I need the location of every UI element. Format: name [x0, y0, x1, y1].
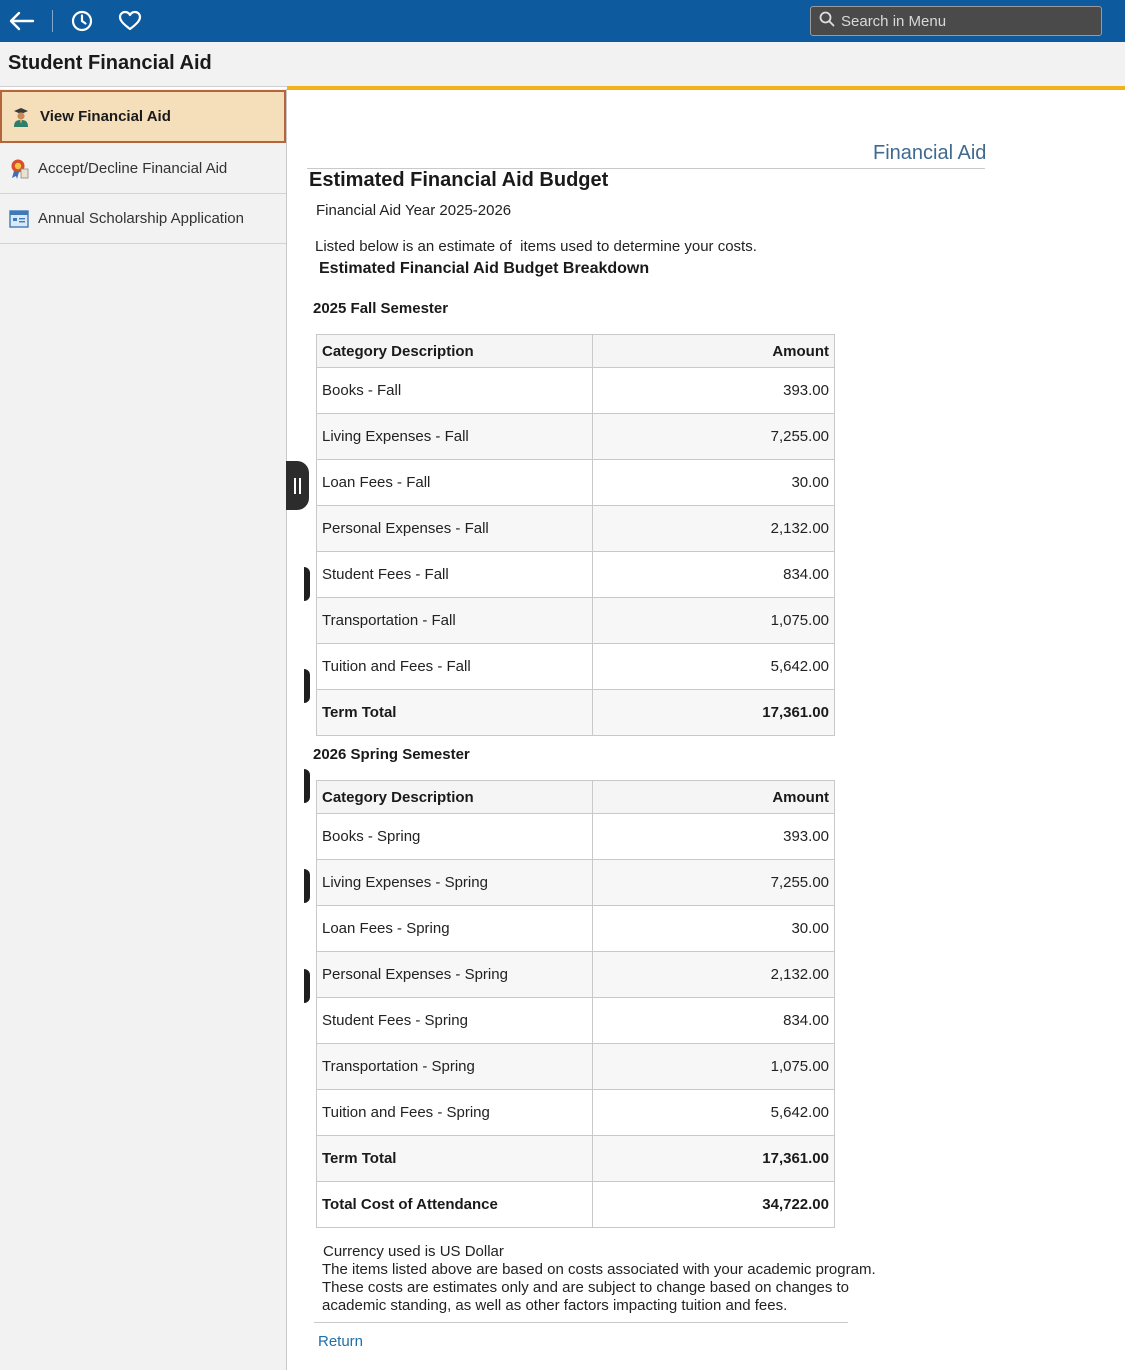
category-cell: Loan Fees - Spring — [317, 906, 593, 952]
table-row — [317, 552, 835, 598]
total-amount: 17,361.00 — [593, 1136, 835, 1182]
amount-cell: 2,132.00 — [593, 952, 835, 998]
footnotes — [323, 1243, 876, 1315]
category-cell: Tuition and Fees - Spring — [317, 1090, 593, 1136]
return-link[interactable]: Return — [318, 1333, 364, 1350]
table-row — [317, 414, 835, 460]
table-row — [317, 598, 835, 644]
category-cell: Student Fees - Spring — [317, 998, 593, 1044]
table-header-row — [317, 335, 835, 368]
spring-budget-table — [316, 780, 835, 1228]
category-cell: Transportation - Fall — [317, 598, 593, 644]
amount-cell: 30.00 — [593, 906, 835, 952]
category-cell: Loan Fees - Fall — [317, 460, 593, 506]
table-row — [317, 460, 835, 506]
favorites-heart-icon[interactable] — [115, 6, 145, 36]
table-row — [317, 952, 835, 998]
amount-cell: 1,075.00 — [593, 1044, 835, 1090]
table-row — [317, 368, 835, 414]
search-icon — [819, 11, 835, 32]
amount-cell: 834.00 — [593, 998, 835, 1044]
divider — [52, 10, 53, 32]
sidebar-item-label: Accept/Decline Financial Aid — [38, 160, 228, 177]
grand-total-label: Total Cost of Attendance — [317, 1182, 593, 1228]
section-title: Financial Aid — [873, 142, 987, 164]
amount-cell: 7,255.00 — [593, 414, 835, 460]
search-input[interactable] — [841, 13, 1091, 30]
back-arrow-icon[interactable] — [6, 6, 36, 36]
sidebar — [0, 89, 287, 1370]
amount-cell: 5,642.00 — [593, 1090, 835, 1136]
table-header-row — [317, 781, 835, 814]
table-row — [317, 644, 835, 690]
disclaimer-line: The items listed above are based on costs associated with your academic program. — [322, 1261, 876, 1278]
recent-history-icon[interactable] — [67, 6, 97, 36]
term-total-row — [317, 690, 835, 736]
category-cell: Books - Spring — [317, 814, 593, 860]
grand-total-amount: 34,722.00 — [593, 1182, 835, 1228]
category-cell: Living Expenses - Spring — [317, 860, 593, 906]
table-row — [317, 860, 835, 906]
disclaimer-line: These costs are estimates only and are subject to change based on changes to — [322, 1279, 849, 1296]
budget-heading: Estimated Financial Aid Budget — [309, 169, 609, 191]
sidebar-item-accept-decline[interactable] — [0, 144, 286, 194]
page-header — [0, 42, 1125, 87]
intro-text: Listed below is an estimate of items used to determine your costs. — [315, 238, 757, 255]
table-row — [317, 1090, 835, 1136]
menu-search[interactable] — [810, 6, 1102, 36]
amount-cell: 834.00 — [593, 552, 835, 598]
fall-term-title: 2025 Fall Semester — [313, 300, 449, 317]
table-row — [317, 998, 835, 1044]
top-banner — [0, 0, 1125, 42]
amount-cell: 393.00 — [593, 368, 835, 414]
sidebar-item-label: View Financial Aid — [40, 108, 171, 125]
category-cell: Living Expenses - Fall — [317, 414, 593, 460]
disclaimer-line: academic standing, as well as other factors impacting tuition and fees. — [322, 1297, 788, 1314]
column-header-amount: Amount — [593, 335, 835, 368]
grand-total-row — [317, 1182, 835, 1228]
fall-budget-table — [316, 334, 835, 736]
amount-cell: 5,642.00 — [593, 644, 835, 690]
sidebar-item-scholarship-application[interactable] — [0, 194, 286, 244]
column-header-amount: Amount — [593, 781, 835, 814]
category-cell: Books - Fall — [317, 368, 593, 414]
application-icon — [8, 208, 30, 230]
total-amount: 17,361.00 — [593, 690, 835, 736]
category-cell: Transportation - Spring — [317, 1044, 593, 1090]
table-row — [317, 506, 835, 552]
breakdown-title: Estimated Financial Aid Budget Breakdown — [319, 260, 650, 277]
total-label: Term Total — [317, 1136, 593, 1182]
sidebar-item-label: Annual Scholarship Application — [38, 210, 244, 227]
aid-year: Financial Aid Year 2025-2026 — [316, 202, 512, 219]
term-total-row — [317, 1136, 835, 1182]
spring-term-title: 2026 Spring Semester — [313, 746, 470, 763]
currency-note: Currency used is US Dollar — [323, 1243, 504, 1260]
divider — [314, 1322, 848, 1323]
total-label: Term Total — [317, 690, 593, 736]
page-title: Student Financial Aid — [8, 52, 212, 74]
sidebar-item-view-financial-aid[interactable] — [0, 90, 286, 143]
category-cell: Tuition and Fees - Fall — [317, 644, 593, 690]
table-row — [317, 906, 835, 952]
table-row — [317, 814, 835, 860]
amount-cell: 393.00 — [593, 814, 835, 860]
category-cell: Student Fees - Fall — [317, 552, 593, 598]
category-cell: Personal Expenses - Spring — [317, 952, 593, 998]
award-icon — [8, 158, 30, 180]
amount-cell: 7,255.00 — [593, 860, 835, 906]
category-cell: Personal Expenses - Fall — [317, 506, 593, 552]
student-icon — [10, 106, 32, 128]
table-row — [317, 1044, 835, 1090]
column-header-category: Category Description — [317, 335, 593, 368]
main-content — [287, 90, 1125, 1370]
column-header-category: Category Description — [317, 781, 593, 814]
amount-cell: 2,132.00 — [593, 506, 835, 552]
amount-cell: 1,075.00 — [593, 598, 835, 644]
amount-cell: 30.00 — [593, 460, 835, 506]
